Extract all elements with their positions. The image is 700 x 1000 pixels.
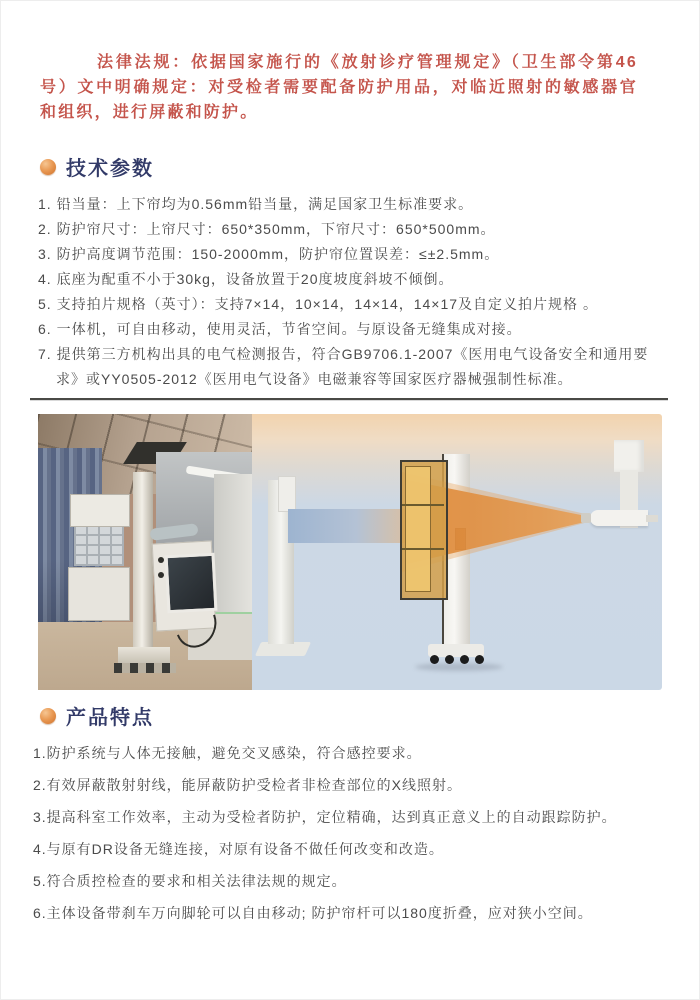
features-list	[33, 742, 673, 934]
tech-spec-item-4: 4. 底座为配重不小于30kg，设备放置于20度坡度斜坡不倾倒。	[38, 271, 454, 287]
feature-item-5: 5.符合质控检查的要求和相关法律法规的规定。	[33, 873, 347, 889]
render-caster-3	[460, 655, 469, 664]
tech-spec-list	[38, 192, 666, 392]
render-caster-2	[445, 655, 454, 664]
feature-item-3: 3.提高科室工作效率，主动为受检者防护，定位精确，达到真正意义上的自动跟踪防护。	[33, 809, 617, 825]
render-tube-arm-tip	[646, 515, 658, 522]
beam-render	[252, 414, 662, 690]
photo-knob-2	[158, 572, 164, 578]
tech-section-title: 技术参数	[66, 158, 154, 180]
render-detector-stand-foot	[255, 642, 311, 656]
tech-spec-item-7: 7. 提供第三方机构出具的电气检测报告，符合GB9706.1-2007《医用电气设备安全和通用要求》或YY0505-2012《医用电气设备》电磁兼容等国家医疗器械强制性标准。	[38, 346, 649, 387]
render-panel-divider-1	[402, 504, 444, 506]
orange-dot-icon	[40, 708, 56, 724]
tech-spec-item-5: 5. 支持拍片规格（英寸）：支持7×14，10×14，14×14，14×17及自定义拍片规格 。	[38, 296, 598, 312]
photo-right-cabinet	[214, 474, 252, 626]
render-protective-curtain-inner	[405, 466, 431, 592]
feature-item-2: 2.有效屏蔽散射射线，能屏蔽防护受检者非检查部位的X线照射。	[33, 777, 463, 793]
render-tube-arm	[590, 510, 648, 526]
section-divider-line	[30, 398, 668, 400]
room-photo	[38, 414, 252, 690]
tech-spec-item-3: 3. 防护高度调节范围：150-2000mm，防护帘位置误差：≤±2.5mm。	[38, 246, 500, 262]
photo-curtain-lattice	[74, 527, 124, 566]
feature-item-4: 4.与原有DR设备无缝连接，对原有设备不做任何改变和改造。	[33, 841, 444, 857]
render-blue-beam	[288, 509, 412, 543]
photo-stand-base	[118, 647, 170, 664]
render-caster-4	[475, 655, 484, 664]
render-ground-shadow	[415, 663, 503, 671]
tech-spec-item-1: 1. 铅当量：上下帘均为0.56mm铅当量，满足国家卫生标准要求。	[38, 196, 474, 212]
render-tube-head	[581, 513, 591, 523]
legal-notice-text: 法律法规：依据国家施行的《放射诊疗管理规定》（卫生部令第46号）文中明确规定：对受检者需要配备防护用品，对临近照射的敏感器官和组织，进行屏蔽和防护。	[40, 54, 638, 121]
render-tube-stand-top	[614, 440, 644, 472]
product-image-row	[38, 414, 662, 690]
tech-section-header	[40, 152, 154, 181]
features-section-header	[40, 701, 154, 730]
photo-curtain-panel-top	[70, 494, 130, 527]
render-detector-box	[278, 476, 296, 512]
orange-dot-icon	[40, 159, 56, 175]
photo-stand-column	[133, 472, 153, 650]
tech-spec-item-2: 2. 防护帘尺寸：上帘尺寸：650*350mm，下帘尺寸：650*500mm。	[38, 221, 496, 237]
photo-knob-1	[158, 557, 164, 563]
feature-item-1: 1.防护系统与人体无接触，避免交叉感染，符合感控要求。	[33, 745, 422, 761]
render-panel-divider-2	[402, 548, 444, 550]
feature-item-6: 6.主体设备带刹车万向脚轮可以自由移动; 防护帘杆可以180度折叠，应对狭小空间。	[33, 905, 593, 921]
photo-curtain-panel-bottom	[68, 567, 130, 621]
photo-stand-feet	[114, 663, 176, 673]
tech-spec-item-6: 6. 一体机，可自由移动，使用灵活，节省空间。与原设备无缝集成对接。	[38, 321, 522, 337]
features-section-title: 产品特点	[66, 707, 154, 729]
render-caster-1	[430, 655, 439, 664]
